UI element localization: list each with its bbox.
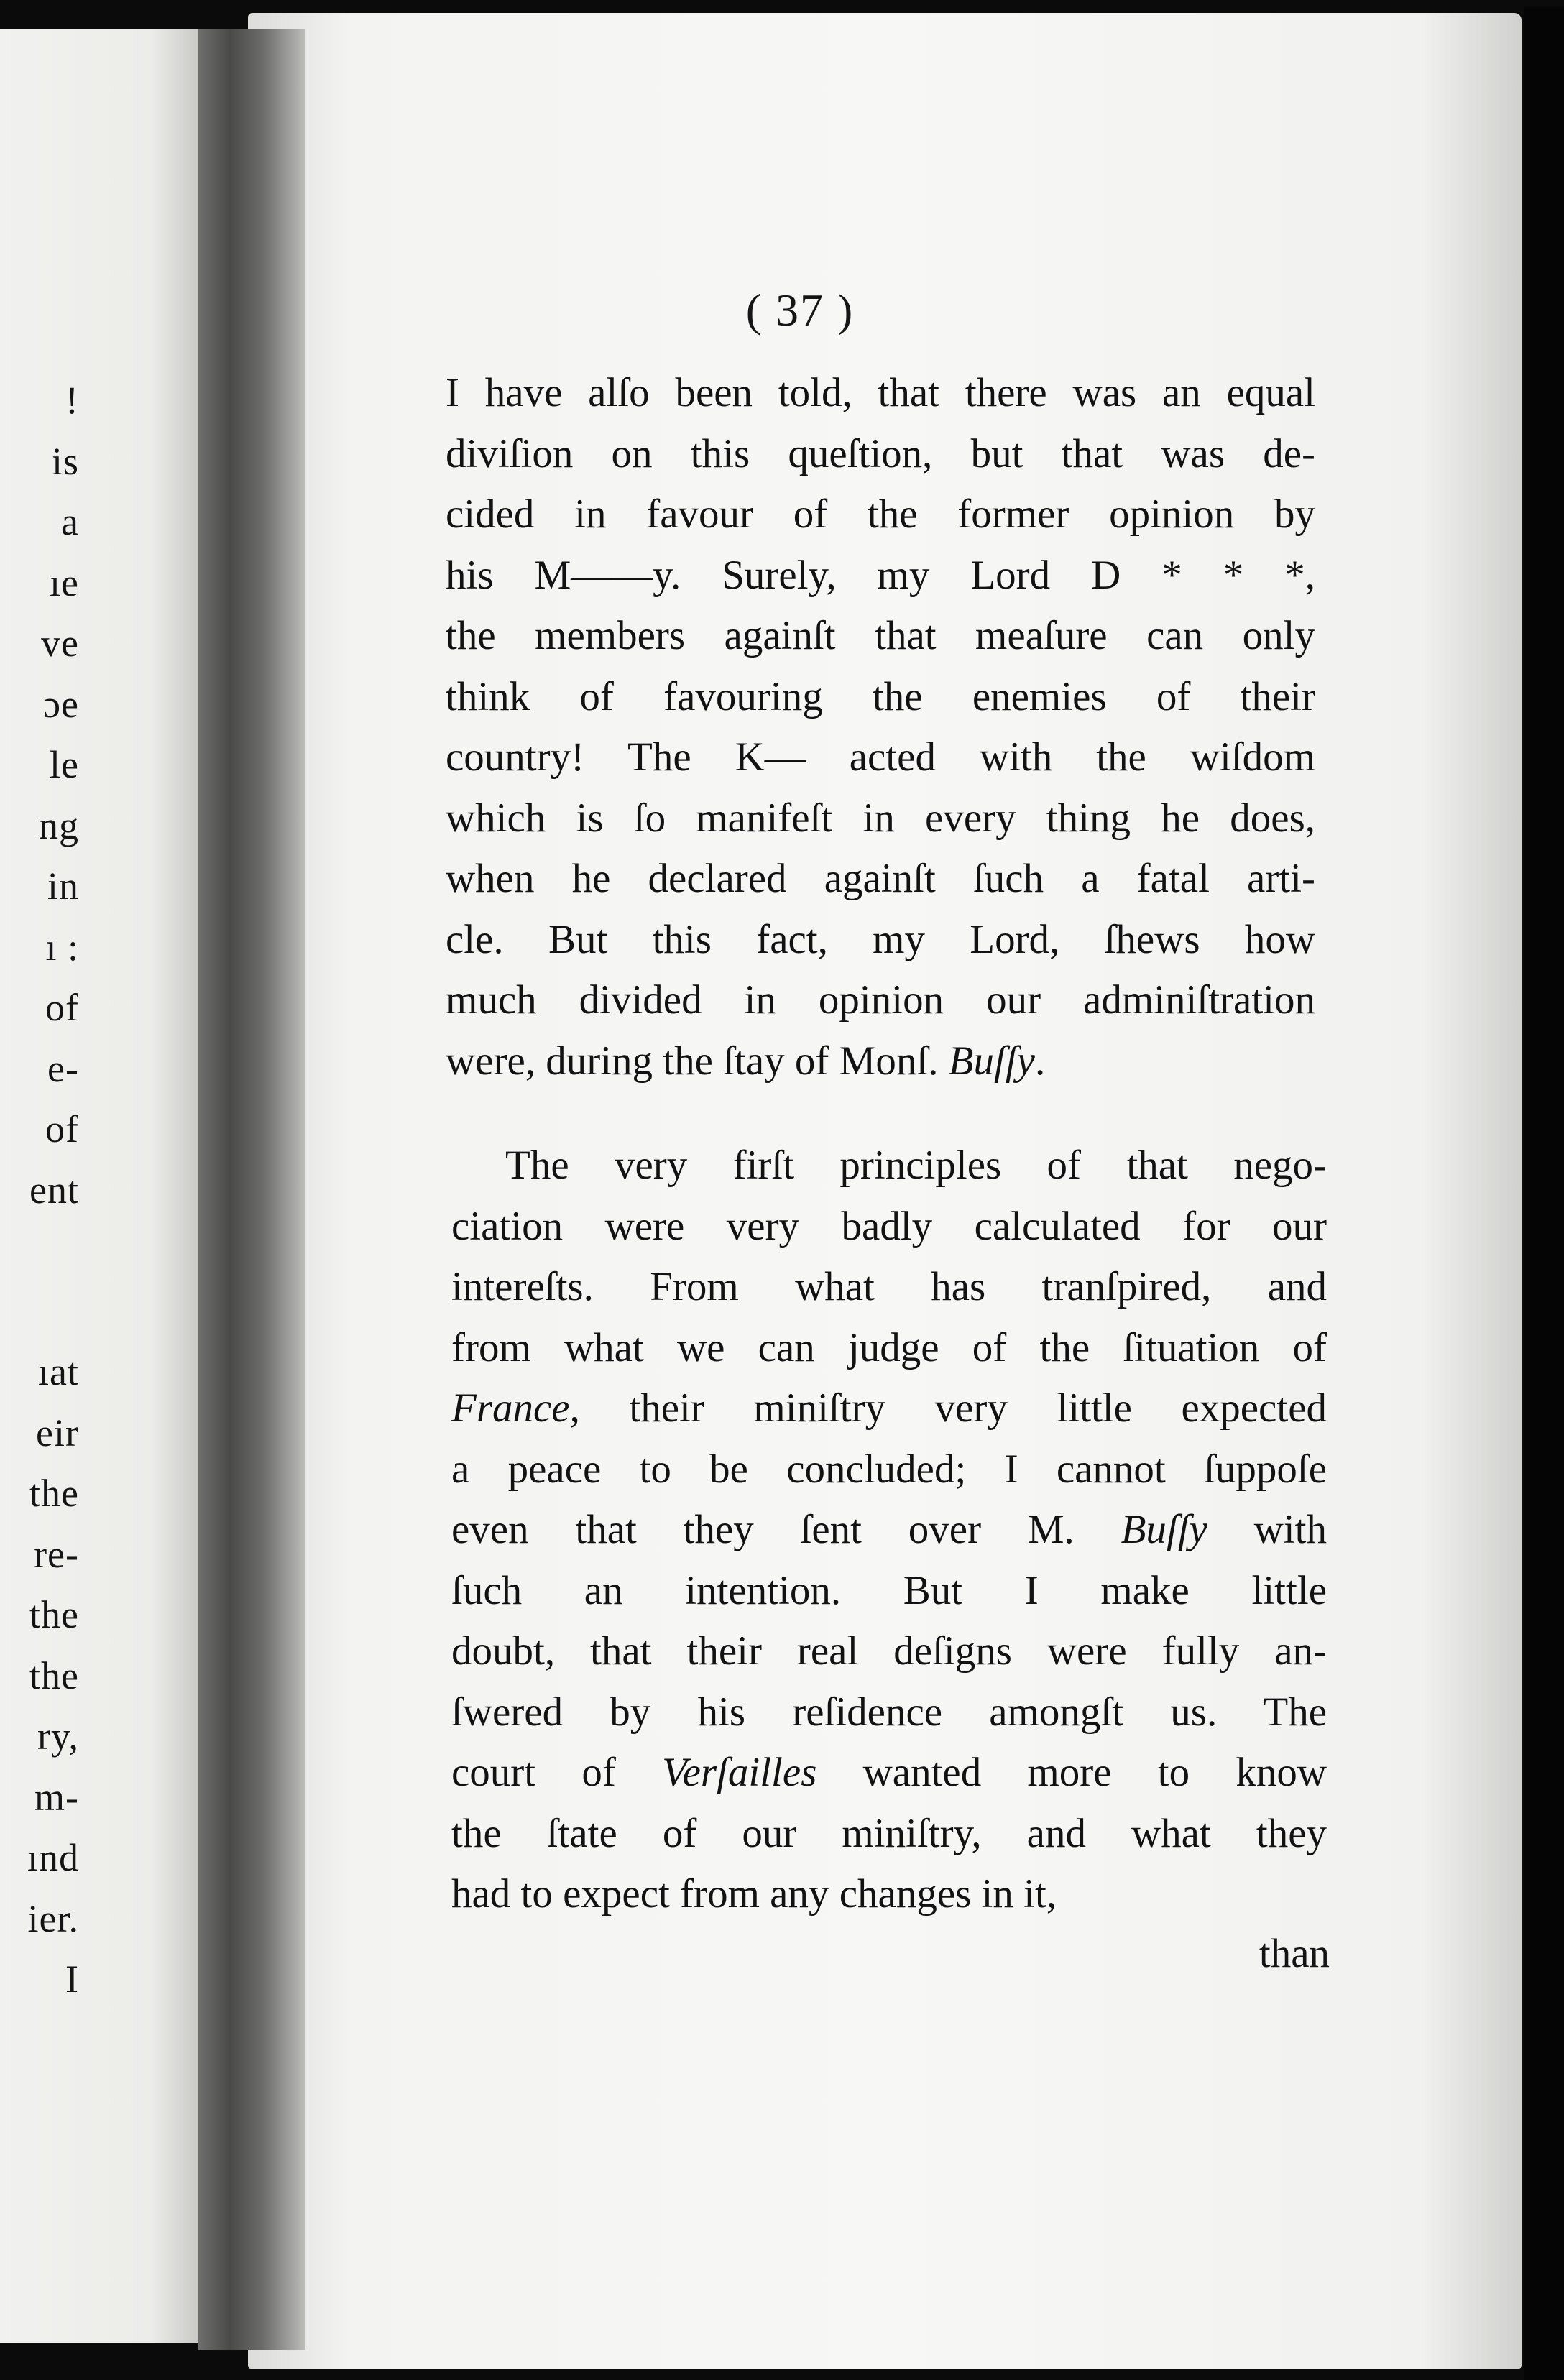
text-line: The very firſt principles of that nego-	[505, 1143, 1327, 1188]
page-number: ( 37 )	[745, 285, 855, 336]
italic-word: Verſailles	[662, 1750, 817, 1795]
text-line: the ſtate of our miniſtry, and what they	[451, 1810, 1327, 1856]
text-line: France, their miniſtry very little expected	[451, 1385, 1327, 1431]
left-page-fragment: the	[29, 1593, 79, 1636]
page-number-header	[0, 284, 1564, 337]
left-page-fragment: is	[51, 439, 79, 483]
book-gutter-shadow	[198, 29, 305, 2350]
left-page-fragment: in	[47, 864, 79, 908]
paragraph-2	[451, 1135, 1327, 1925]
left-page-fragment: re-	[34, 1532, 79, 1576]
text-line: ſwered by his reſidence amongſt us. The	[451, 1689, 1327, 1735]
left-page-fragment: ıat	[38, 1350, 79, 1393]
left-page-fragment: ier.	[27, 1896, 79, 1940]
text-line: much divided in opinion our adminiſtration	[446, 977, 1315, 1023]
text-line: ſuch an intention. But I make little	[451, 1567, 1327, 1613]
text-line: cided in favour of the former opinion by	[446, 492, 1315, 537]
paragraph-1	[446, 363, 1315, 1092]
left-page-fragment: !	[65, 379, 79, 422]
right-page-edge	[1524, 7, 1564, 2380]
text-line: cle. But this fact, my Lord, ſhews how	[446, 916, 1315, 962]
left-page-fragment: ent	[29, 1168, 79, 1212]
left-page-fragment: of	[45, 986, 79, 1029]
left-page-fragment: le	[50, 743, 79, 786]
left-page-fragment: e-	[47, 1046, 79, 1090]
text-line: were, during the ſtay of Monſ. Buſſy.	[446, 1038, 1046, 1084]
text-line: from what we can judge of the ſituation of	[451, 1324, 1327, 1370]
text-line: had to expect from any changes in it,	[451, 1871, 1057, 1917]
left-page-fragment: of	[45, 1107, 79, 1150]
text-line: doubt, that their real deſigns were fully an-	[451, 1628, 1327, 1674]
text-line: which is ſo manifeſt in every thing he does,	[446, 795, 1315, 841]
italic-word: Buſſy	[948, 1038, 1035, 1084]
left-page	[0, 29, 216, 2343]
text-line: even that they ſent over M. Buſſy with	[451, 1507, 1327, 1552]
text-line: when he declared againſt ſuch a fatal arti-	[446, 856, 1315, 901]
left-page-fragment: ınd	[27, 1836, 79, 1879]
left-page-fragment: ı :	[45, 925, 79, 969]
left-page-fragment: m-	[34, 1775, 79, 1819]
left-page-fragment	[0, 1220, 79, 1281]
left-page-fragment: I	[65, 1957, 79, 2001]
italic-word: France	[451, 1385, 570, 1431]
left-page-fragment: ıe	[50, 561, 79, 604]
left-page-fragment: the	[29, 1653, 79, 1697]
italic-word: Buſſy	[1121, 1507, 1208, 1552]
left-page-fragment: ve	[41, 622, 79, 665]
left-page-fragment: ry,	[37, 1715, 79, 1758]
text-line: diviſion on this queſtion, but that was de-	[446, 430, 1315, 476]
text-line: ciation were very badly calculated for our	[451, 1203, 1327, 1249]
left-page-text-fragments	[0, 370, 79, 2010]
left-page-fragment: the	[29, 1472, 79, 1515]
left-page-fragment: ɔe	[43, 682, 79, 726]
text-line: his M——y. Surely, my Lord D * * *,	[446, 552, 1315, 598]
left-page-fragment	[0, 1281, 79, 1342]
text-line: a peace to be concluded; I cannot ſuppoſe	[451, 1446, 1327, 1492]
text-line: intereſts. From what has tranſpired, and	[451, 1264, 1327, 1309]
catchword: than	[1259, 1931, 1330, 1976]
left-page-fragment: ng	[39, 803, 79, 847]
left-page-fragment: eir	[36, 1411, 79, 1454]
left-page-fragment: a	[61, 500, 79, 543]
text-line: the members againſt that meaſure can only	[446, 613, 1315, 658]
text-line: country! The K— acted with the wiſdom	[446, 734, 1315, 780]
text-line: court of Verſailles wanted more to know	[451, 1750, 1327, 1795]
text-line: think of favouring the enemies of their	[446, 673, 1315, 719]
text-line: I have alſo been told, that there was an equal	[446, 370, 1315, 415]
